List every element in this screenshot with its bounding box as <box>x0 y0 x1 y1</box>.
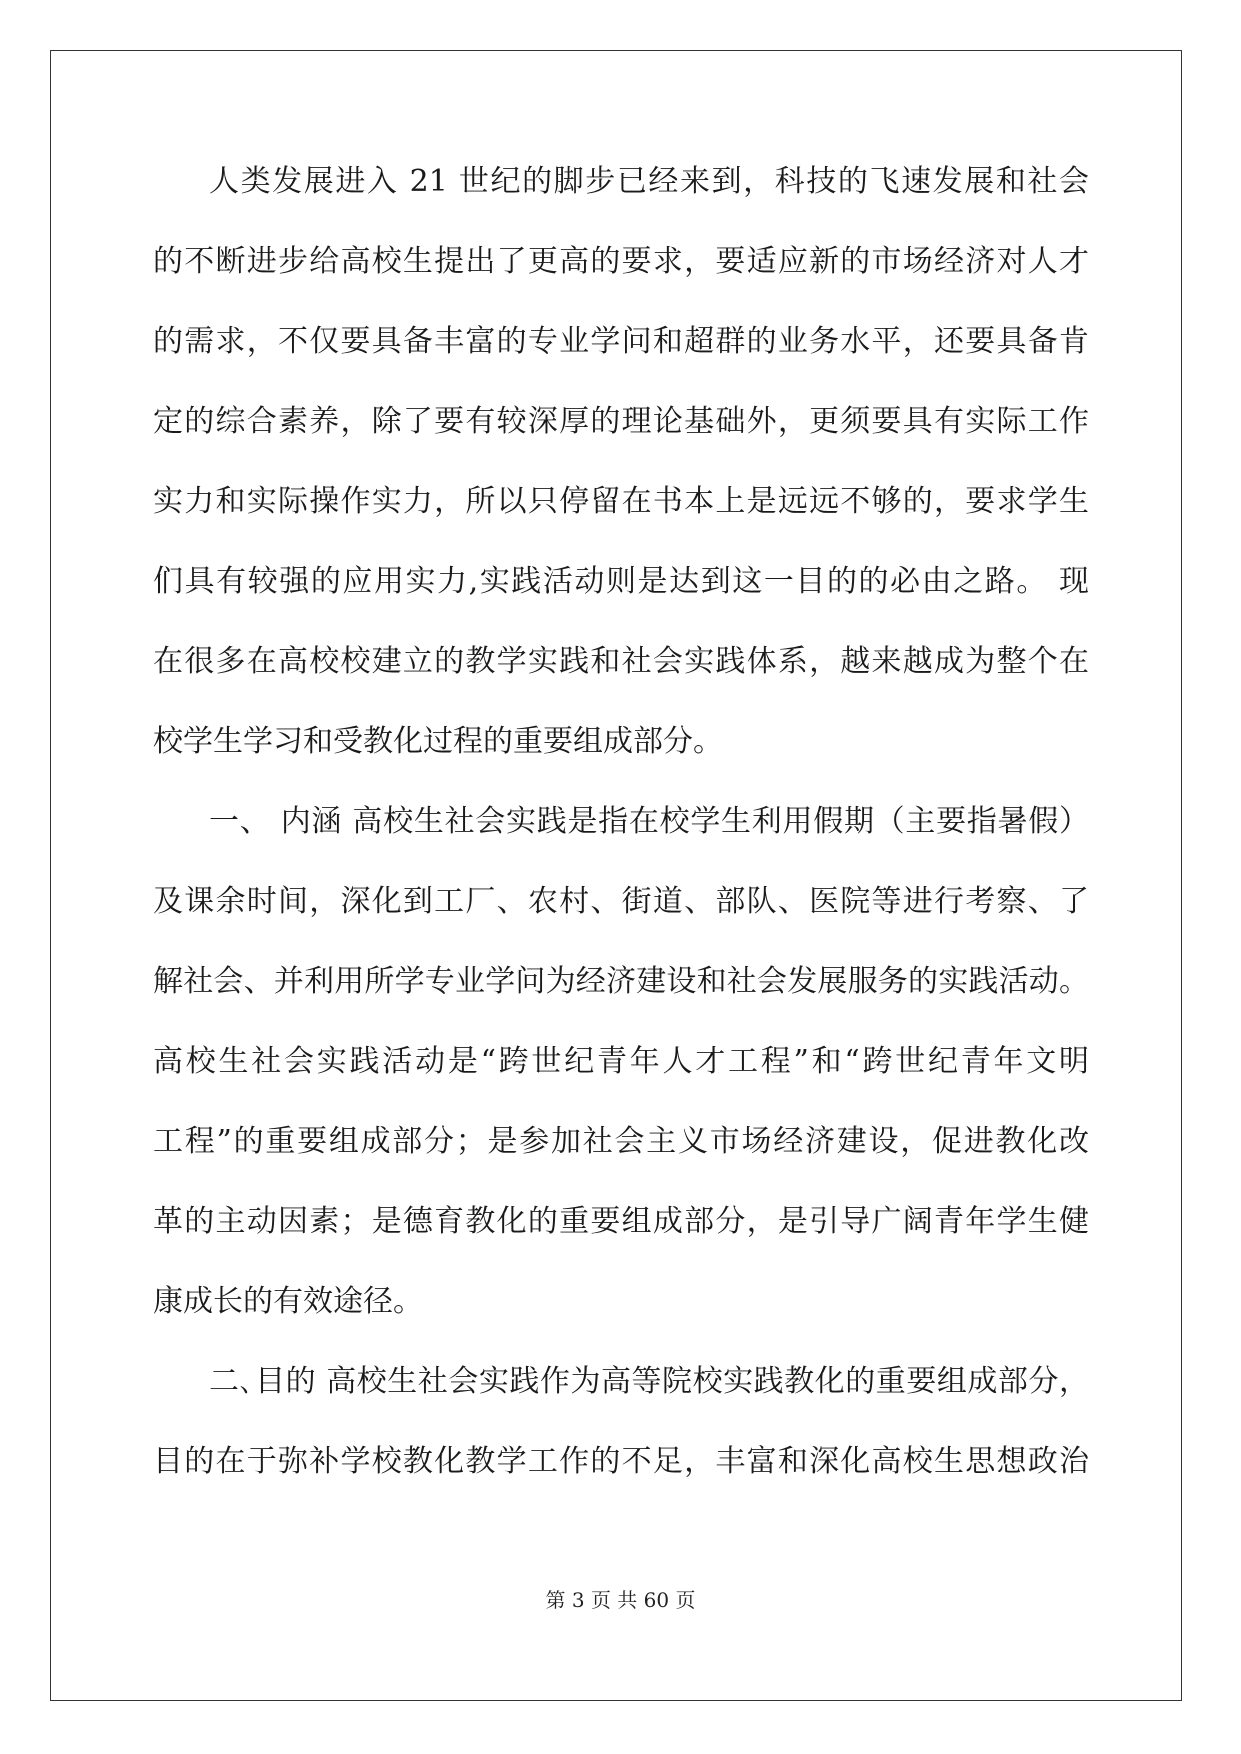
paragraph-2-line-7: 康成长的有效途径。 <box>153 1284 423 1319</box>
paragraph-2-line-6: 革的主动因素；是德育教化的重要组成部分，是引导广阔青年学生健 <box>153 1204 1089 1239</box>
paragraph-1-line-4: 定的综合素养，除了要有较深厚的理论基础外，更须要具有实际工作 <box>153 404 1089 439</box>
paragraph-2-line-3: 解社会、并利用所学专业学问为经济建设和社会发展服务的实践活动。 <box>153 964 1089 999</box>
paragraph-1-line-3: 的需求，不仅要具备丰富的专业学问和超群的业务水平，还要具备肯 <box>153 324 1089 359</box>
paragraph-2-line-1: 一、 内涵 高校生社会实践是指在校学生利用假期（主要指暑假） <box>209 804 1089 839</box>
paragraph-2-line-4: 高校生社会实践活动是“跨世纪青年人才工程”和“跨世纪青年文明 <box>153 1044 1089 1079</box>
paragraph-1-line-8: 校学生学习和受教化过程的重要组成部分。 <box>153 724 723 759</box>
paragraph-1-line-7: 在很多在高校校建立的教学实践和社会实践体系，越来越成为整个在 <box>153 644 1089 679</box>
paragraph-3-line-2: 目的在于弥补学校教化教学工作的不足，丰富和深化高校生思想政治 <box>153 1444 1089 1479</box>
paragraph-1-line-5: 实力和实际操作实力，所以只停留在书本上是远远不够的，要求学生 <box>153 484 1089 519</box>
paragraph-3-line-1: 二､目的 高校生社会实践作为高等院校实践教化的重要组成部分， <box>209 1364 1089 1399</box>
paragraph-1-line-6: 们具有较强的应用实力,实践活动则是达到这一目的的必由之路。 现 <box>153 564 1089 599</box>
page-footer: 第 3 页 共 60 页 <box>545 1588 696 1612</box>
paragraph-2-line-2: 及课余时间，深化到工厂、农村、街道、部队、医院等进行考察、了 <box>153 884 1089 919</box>
paragraph-1-line-1: 人类发展进入 21 世纪的脚步已经来到，科技的飞速发展和社会 <box>209 164 1089 199</box>
paragraph-2-line-5: 工程”的重要组成部分；是参加社会主义市场经济建设，促进教化改 <box>153 1124 1089 1159</box>
paragraph-1-line-2: 的不断进步给高校生提出了更高的要求，要适应新的市场经济对人才 <box>153 244 1089 279</box>
